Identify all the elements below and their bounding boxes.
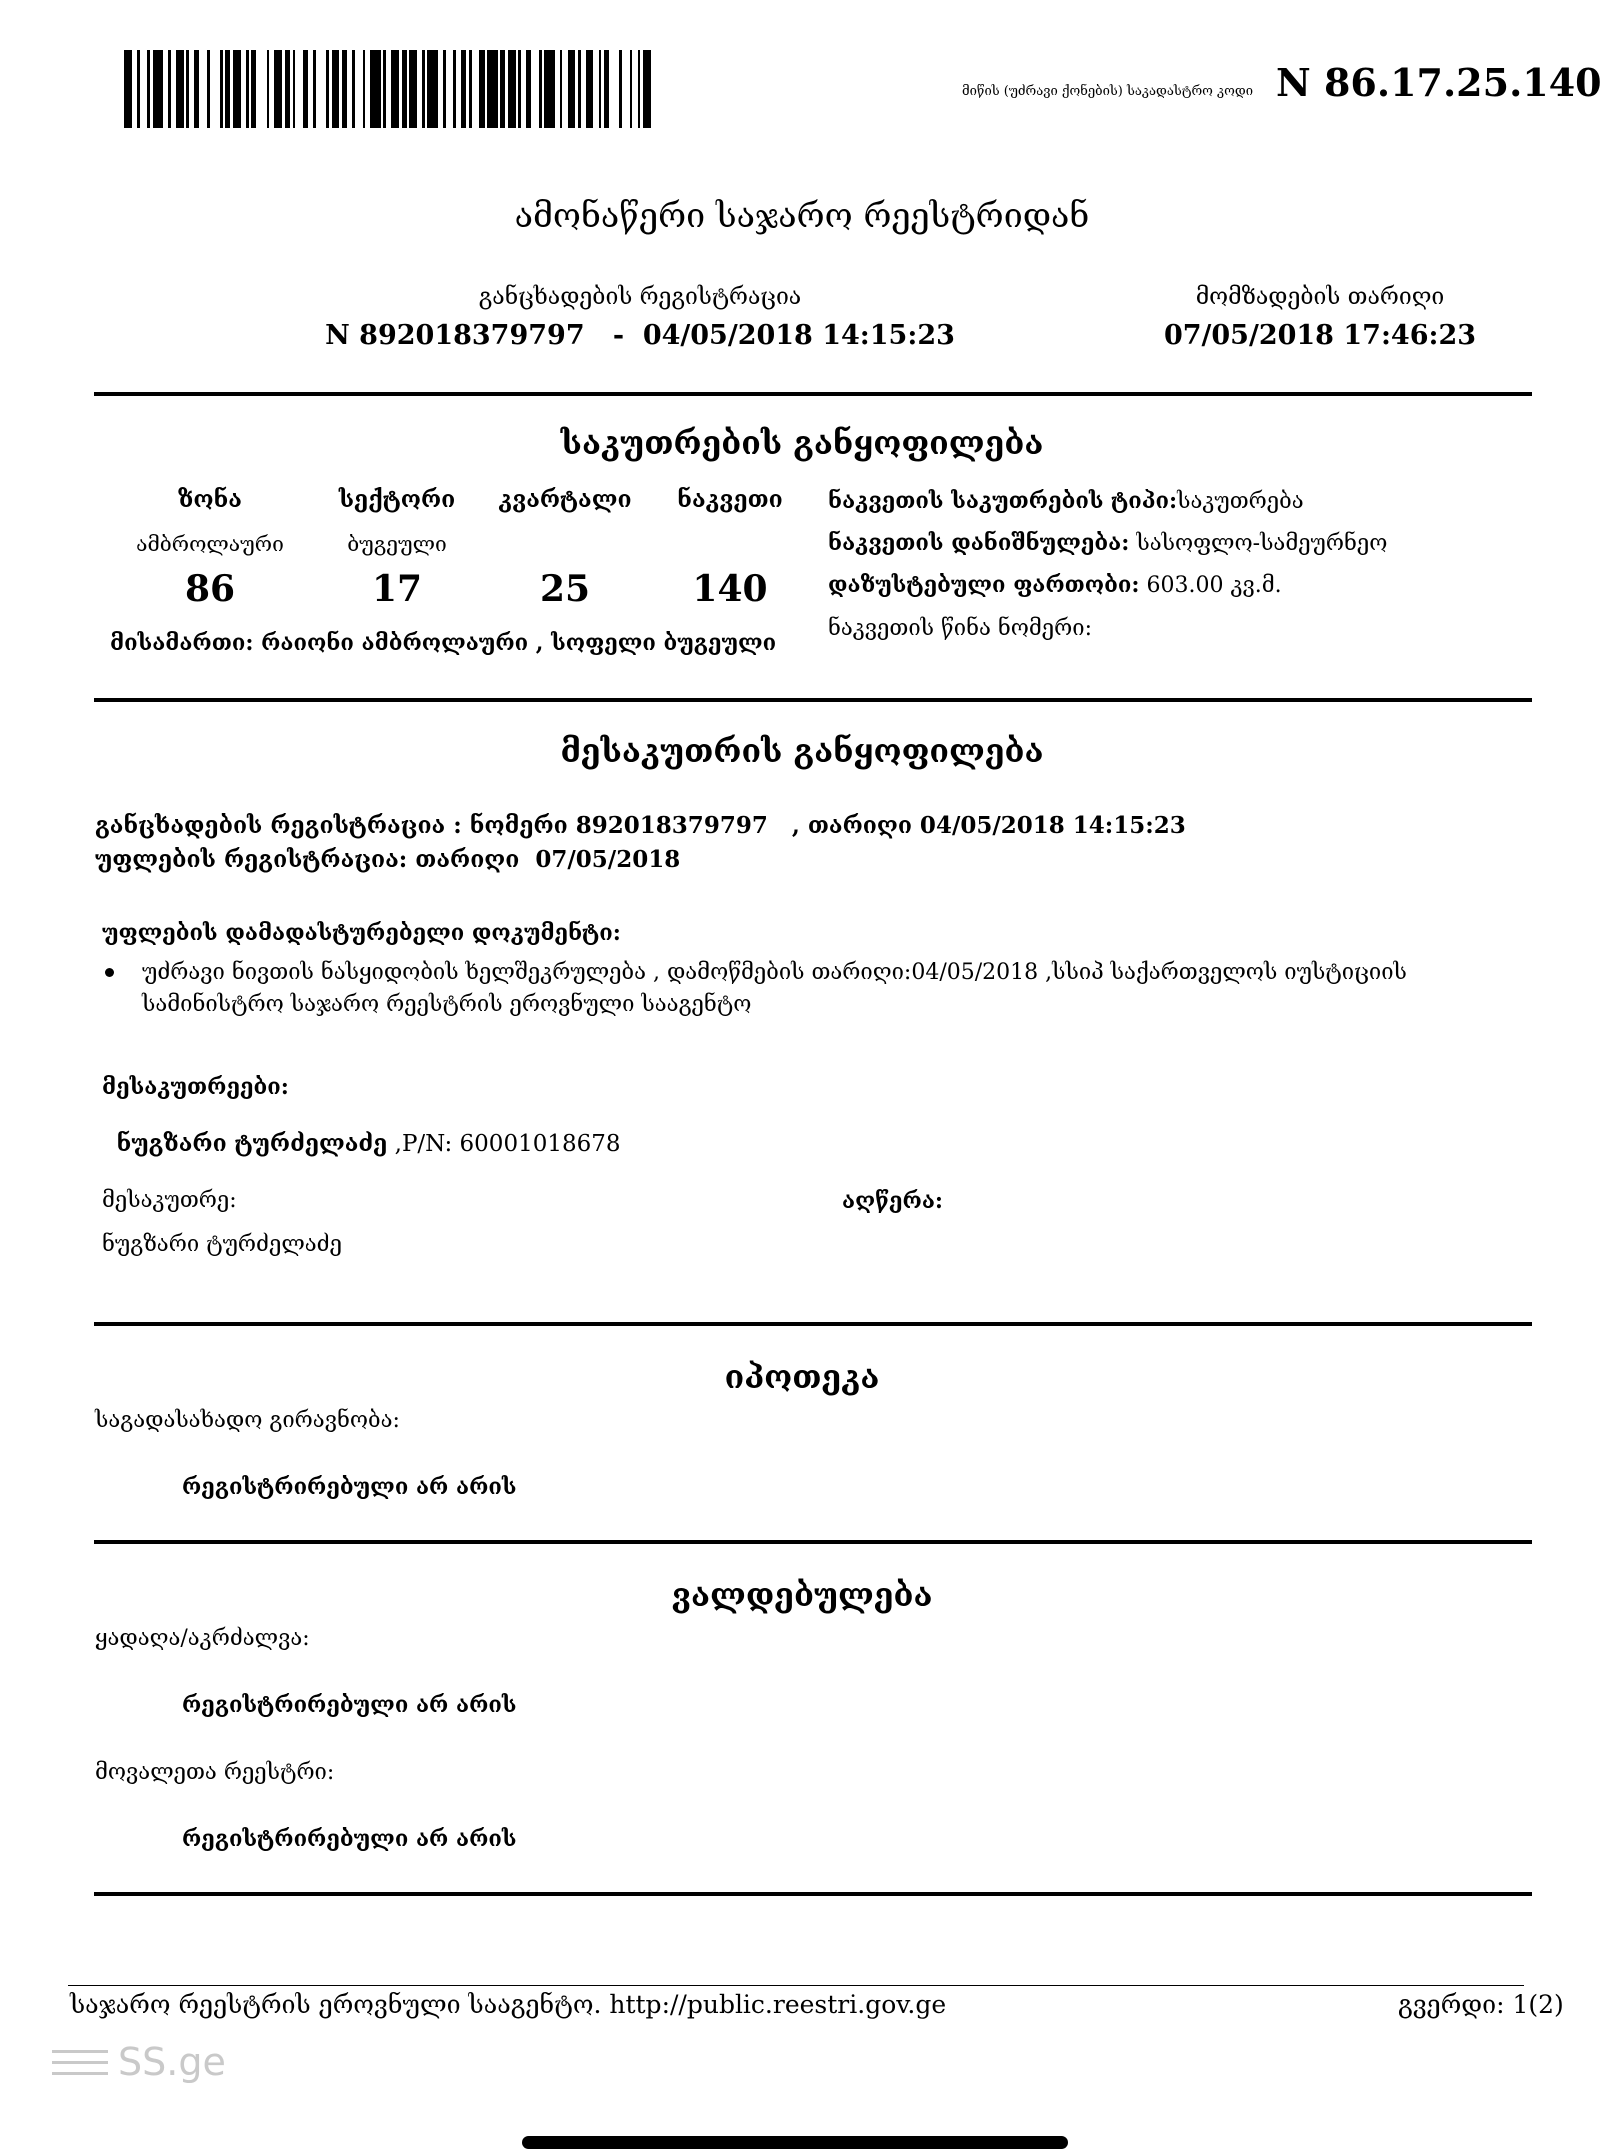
prepared-date-value: 07/05/2018 17:46:23 bbox=[1163, 320, 1477, 351]
owners-name: ნუგზარი ტურძელაძე bbox=[116, 1130, 388, 1157]
home-indicator bbox=[522, 2136, 1068, 2149]
quarter-header: კვარტალი bbox=[498, 486, 632, 513]
ssge-watermark bbox=[52, 2040, 226, 2084]
footer-agency: საჯარო რეესტრის ეროვნული სააგენტო. http://public.reestri.gov.ge bbox=[70, 1990, 947, 2019]
seizure-value: რეგისტრირებული არ არის bbox=[182, 1692, 517, 1718]
owners-label: მესაკუთრეები: bbox=[102, 1074, 289, 1100]
owners-row bbox=[102, 1104, 621, 1157]
divider bbox=[94, 392, 1532, 396]
ownership-type-value: საკუთრება bbox=[1177, 489, 1304, 514]
description-label: აღწერა: bbox=[842, 1188, 944, 1214]
parcel-header: ნაკვეთი bbox=[677, 486, 783, 513]
area-row bbox=[828, 572, 1282, 598]
document-line-2: სამინისტრო საჯარო რეესტრის ეროვნული სააგენტო bbox=[142, 992, 752, 1017]
owner-application-line: განცხადების რეგისტრაცია : ნომერი 892018379797 , თარიღი 04/05/2018 14:15:23 bbox=[95, 812, 1186, 839]
zone-name: ამბროლაური bbox=[136, 532, 284, 556]
bullet-icon bbox=[105, 968, 114, 977]
obligations-section-title: ვალდებულება bbox=[671, 1576, 933, 1614]
owner-label: მესაკუთრე: bbox=[102, 1188, 237, 1213]
watermark-text: SS.ge bbox=[118, 2040, 226, 2084]
barcode bbox=[124, 50, 656, 128]
divider bbox=[94, 698, 1532, 702]
ownership-type-row bbox=[828, 488, 1304, 514]
ownership-type-label: ნაკვეთის საკუთრების ტიპი: bbox=[828, 488, 1178, 514]
divider bbox=[94, 1540, 1532, 1544]
right-registration-line: უფლების რეგისტრაცია: თარიღი 07/05/2018 bbox=[95, 846, 681, 873]
menu-lines-icon bbox=[52, 2042, 108, 2083]
footer-rule bbox=[68, 1985, 1524, 1986]
sector-number: 17 bbox=[371, 568, 423, 610]
tax-lien-value: რეგისტრირებული არ არის bbox=[182, 1474, 517, 1500]
purpose-label: ნაკვეთის დანიშნულება: bbox=[828, 530, 1130, 556]
debtors-label: მოვალეთა რეესტრი: bbox=[95, 1760, 335, 1785]
zone-number: 86 bbox=[184, 568, 236, 610]
application-value: N 892018379797 - 04/05/2018 14:15:23 bbox=[325, 320, 955, 351]
seizure-label: ყადაღა/აკრძალვა: bbox=[95, 1626, 310, 1651]
owners-pn: ,P/N: 60001018678 bbox=[387, 1131, 621, 1157]
prepared-date-label: მომზადების თარიღი bbox=[1195, 284, 1445, 310]
quarter-number: 25 bbox=[539, 568, 591, 610]
zone-header: ზონა bbox=[178, 486, 242, 513]
property-section-title: საკუთრების განყოფილება bbox=[560, 424, 1044, 462]
sector-name: ბუგეული bbox=[347, 532, 447, 556]
purpose-row bbox=[828, 530, 1387, 556]
area-value: 603.00 კვ.მ. bbox=[1146, 573, 1282, 598]
debtors-value: რეგისტრირებული არ არის bbox=[182, 1826, 517, 1852]
application-label: განცხადების რეგისტრაცია bbox=[478, 284, 802, 310]
document-title: ამონაწერი საჯარო რეესტრიდან bbox=[514, 196, 1090, 236]
document-line-1: უძრავი ნივთის ნასყიდობის ხელშეკრულება , დამოწმების თარიღი:04/05/2018 ,სსიპ საქართველოს იუსტიციის bbox=[142, 960, 1407, 985]
parcel-number: 140 bbox=[692, 568, 768, 610]
owner-name: ნუგზარი ტურძელაძე bbox=[102, 1232, 342, 1257]
property-address: მისამართი: რაიონი ამბროლაური , სოფელი ბუგეული bbox=[110, 630, 777, 656]
purpose-value: სასოფლო-სამეურნეო bbox=[1136, 531, 1388, 556]
divider bbox=[94, 1322, 1532, 1326]
cadastral-code-label: მიწის (უძრავი ქონების) საკადასტრო კოდი bbox=[962, 84, 1253, 99]
document-label: უფლების დამადასტურებელი დოკუმენტი: bbox=[102, 920, 621, 946]
cadastral-code: N 86.17.25.140 bbox=[1276, 60, 1602, 105]
previous-number-label: ნაკვეთის წინა ნომერი: bbox=[828, 616, 1092, 641]
area-label: დაზუსტებული ფართობი: bbox=[828, 572, 1140, 598]
page-number: გვერდი: 1(2) bbox=[1398, 1990, 1564, 2019]
owner-section-title: მესაკუთრის განყოფილება bbox=[560, 732, 1044, 770]
divider bbox=[94, 1892, 1532, 1896]
sector-header: სექტორი bbox=[338, 486, 456, 513]
tax-lien-label: საგადასახადო გირავნობა: bbox=[95, 1408, 400, 1433]
mortgage-section-title: იპოთეკა bbox=[724, 1358, 880, 1396]
